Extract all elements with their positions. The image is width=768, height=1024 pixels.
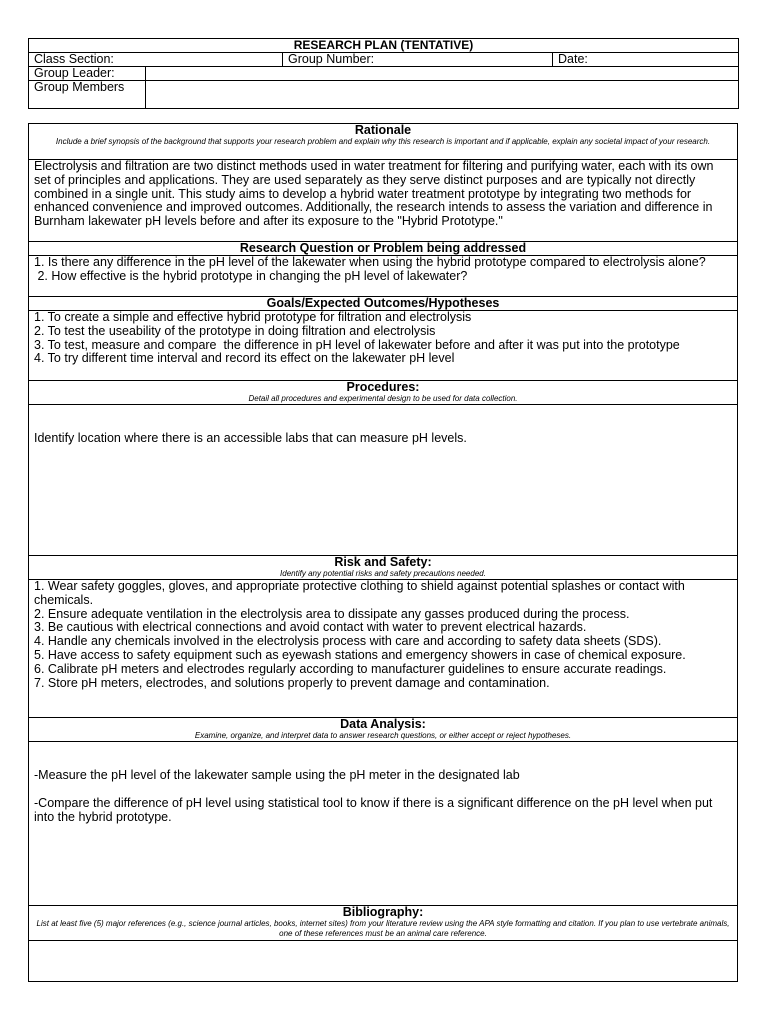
procedures-body[interactable] [29,405,738,556]
risk-item: 7. Store pH meters, electrodes, and solutions properly to prevent damage and contamination. [34,675,550,690]
research-question-heading: Research Question or Problem being addressed [29,242,738,256]
procedures-text: Identify location where there is an accessible labs that can measure pH levels. [34,431,467,445]
data-analysis-instruction: Examine, organize, and interpret data to answer research questions, or either accept or reject hypotheses. [194,731,572,740]
group-number-field[interactable] [283,53,553,67]
plan-table [28,123,738,982]
header-table [28,38,739,109]
risk-item: 5. Have access to safety equipment such as eyewash stations and emergency showers in case of chemical exposure. [34,647,686,662]
goal-item: 2. To test the useability of the prototype in doing filtration and electrolysis [34,323,436,338]
risk-instruction: Identify any potential risks and safety precautions needed. [280,569,486,578]
goal-item: 1. To create a simple and effective hybrid prototype for filtration and electrolysis [34,310,472,324]
group-leader-field[interactable] [146,67,739,81]
procedures-instruction: Detail all procedures and experimental design to be used for data collection. [248,394,518,403]
data-analysis-heading: Data Analysis: [340,717,426,731]
bibliography-instruction: List at least five (5) major references (e.g., science journal articles, books, internet sites) from your literature review using the APA style formatting and citation. If you plan to use vertebrate animals, one of these references must be an animal care reference. [36,919,730,938]
goals-heading: Goals/Expected Outcomes/Hypotheses [29,297,738,311]
goal-item: 3. To test, measure and compare the difference in pH level of lakewater before and after it was put into the prototype [34,337,680,352]
goals-body[interactable] [29,311,738,381]
risk-item: 3. Be cautious with electrical connections and avoid contact with water to prevent electrical hazards. [34,620,587,635]
research-question-body[interactable] [29,256,738,297]
data-analysis-header [29,718,738,742]
data-analysis-body[interactable] [29,742,738,906]
group-leader-label: Group Leader: [29,67,146,81]
form-title: RESEARCH PLAN (TENTATIVE) [29,39,739,53]
risk-heading: Risk and Safety: [334,555,432,569]
rationale-header [29,124,738,160]
procedures-heading: Procedures: [346,380,420,394]
procedures-header [29,381,738,405]
risk-item: 2. Ensure adequate ventilation in the electrolysis area to dissipate any gasses produced during the process. [34,606,630,621]
research-question-item: 1. Is there any difference in the pH level of the lakewater when using the hybrid prototype compared to electrolysis alone? [34,255,706,269]
group-members-label: Group Members [29,81,146,109]
research-question-item: 2. How effective is the hybrid prototype in changing the pH level of lakewater? [34,268,468,283]
goal-item: 4. To try different time interval and record its effect on the lakewater pH level [34,351,455,366]
risk-body[interactable] [29,580,738,718]
risk-item: 4. Handle any chemicals involved in the electrolysis process with care and according to safety data sheets (SDS). [34,634,662,649]
risk-item: 6. Calibrate pH meters and electrodes regularly according to manufacturer guidelines to ensure accurate readings. [34,661,667,676]
risk-item: 1. Wear safety goggles, gloves, and appropriate protective clothing to shield against potential splashes or contact with chemicals. [34,579,685,607]
risk-header [29,556,738,580]
rationale-text[interactable]: Electrolysis and filtration are two distinct methods used in water treatment for filtering and purifying water, each with its own set of principles and applications. They are used separately as they serve distinct purposes and are typically not directly combined in a single unit. This study aims to develop a hybrid water treatment prototype by integrating two methods for enhanced convenience and improved outcomes. Additionally, the research intends to assess the variation and difference in Burnham lakewater pH levels before and after its exposure to the "Hybrid Prototype." [29,160,738,242]
bibliography-body[interactable] [29,941,738,982]
rationale-instruction: Include a brief synopsis of the background that supports your research problem and explain why this research is important and if applicable, explain any societal impact of your research. [55,137,711,146]
rationale-heading: Rationale [354,123,412,137]
group-number-label: Group Number: [288,52,375,66]
bibliography-header [29,906,738,941]
date-label: Date: [558,52,588,66]
date-field[interactable] [553,53,739,67]
bibliography-heading: Bibliography: [342,905,424,919]
class-section-label: Class Section: [34,52,114,66]
class-section-field[interactable] [29,53,283,67]
group-members-field[interactable] [146,81,739,109]
data-analysis-paragraph: -Compare the difference of pH level using statistical tool to know if there is a significant difference on the pH level when put into the hybrid prototype. [34,795,713,824]
data-analysis-paragraph: -Measure the pH level of the lakewater sample using the pH meter in the designated lab [34,768,520,782]
